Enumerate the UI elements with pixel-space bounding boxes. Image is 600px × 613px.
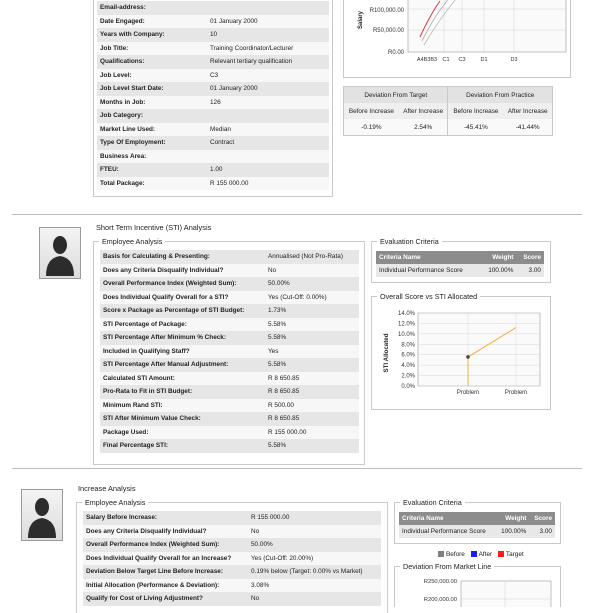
detail-row [97,69,329,83]
row-label: Business Area: [97,150,207,164]
row-value: 3.08% [248,579,381,593]
y-tick-label: 4.0% [401,363,415,370]
salary-chart [344,0,570,77]
chart-legend [438,551,524,558]
detail-row [97,28,329,42]
row-value: Yes (Cut-Off: 20.00%) [248,552,381,566]
legend-swatch [471,551,477,557]
row-value: 5.58% [265,331,359,345]
salary-chart-panel [343,0,571,78]
detail-row [97,163,329,177]
row-label: Does Individual Qualify Overall for a STI? [100,291,265,305]
y-tick-label: 8.0% [401,342,415,349]
row-label: Does any Criteria Disqualify Individual? [100,264,265,278]
row-value: R 155 000.00 [248,511,381,525]
legend-label: After [478,551,493,558]
row-label: STI After Minimum Value Check: [100,412,265,426]
row-label: Qualifications: [97,55,207,69]
legend-label: Target [505,551,524,558]
criteria-table [399,512,555,538]
y-tick-label: 2.0% [401,373,415,380]
sti-row [100,277,359,291]
legend-swatch [498,551,504,557]
x-tick: A4B3B3 [416,57,438,63]
sti-row [100,304,359,318]
increase-row [83,565,381,579]
legend-target [498,551,524,558]
person-silhouette-icon [22,490,62,540]
increase-row [83,592,381,606]
row-value [207,150,329,164]
sti-analysis-table [100,250,359,453]
row-value: 50.00% [265,277,359,291]
avatar [39,227,81,279]
row-value: 5.58% [265,358,359,372]
sti-row [100,331,359,345]
row-value: Yes (Cut-Off: 0.00%) [265,291,359,305]
y-tick: R250,000.00 [423,579,457,585]
sti-row [100,439,359,453]
sub-header: After Increase [507,107,548,115]
sti-evaluation-criteria [371,237,551,283]
person-silhouette-icon [40,228,80,278]
market-line-chart [395,567,560,607]
detail-row [97,150,329,164]
row-label: Job Level Start Date: [97,82,207,96]
deviation-practice-header: Deviation From Practice [466,91,535,99]
row-value: No [265,264,359,278]
x-tick-label: Problem [456,390,480,396]
detail-row [97,177,329,191]
chart-title: Overall Score vs STI Allocated [377,292,480,301]
plot-area [461,581,551,607]
increase-analysis-table [83,511,381,606]
criteria-score: 3.00 [529,525,555,538]
divider [12,214,582,215]
increase-evaluation-criteria [394,498,561,544]
row-label: STI Percentage After Manual Adjustment: [100,358,265,372]
row-label: Final Percentage STI: [100,439,265,453]
deviation-value: -45.41% [464,123,488,131]
row-value: R 8 650.85 [265,372,359,386]
legend-after [471,551,493,558]
salary-axis-label: Salary [358,11,364,30]
increase-row [83,511,381,525]
row-value: 50.00% [248,538,381,552]
increase-row [83,552,381,566]
row-value: Annualised (Not Pro-Rata) [265,250,359,264]
weight-header: Weight [496,512,530,525]
row-value: C3 [207,69,329,83]
detail-row [97,42,329,56]
deviation-table [343,86,553,136]
weight-header: Weight [480,251,516,264]
detail-row [97,109,329,123]
y-tick-label: 10.0% [397,331,415,338]
criteria-table [376,251,544,277]
detail-row [97,1,329,15]
legend-before [438,551,465,558]
row-label: Salary Before Increase: [83,511,248,525]
row-value: Training Coordinator/Lecturer [207,42,329,56]
increase-row [83,525,381,539]
criteria-name-header: Criteria Name [399,512,496,525]
row-label: Included in Qualifying Staff? [100,345,265,359]
row-value: 0.19% below (Target: 0.00% vs Market) [248,565,381,579]
row-label: Minimum Rand STI: [100,399,265,413]
sti-row [100,372,359,386]
chart-title: Deviation From Market Line [400,562,494,571]
row-value: Contract [207,136,329,150]
criteria-name-header: Criteria Name [376,251,480,264]
increase-section-title: Increase Analysis [78,484,136,493]
row-value: No [248,525,381,539]
row-label: Pro-Rata to Fit in STI Budget: [100,385,265,399]
divider [12,468,582,469]
plot-area [418,313,540,386]
row-value: 01 January 2000 [207,15,329,29]
row-value [207,109,329,123]
row-label: Qualify for Cost of Living Adjustment? [83,592,248,606]
criteria-weight: 100.00% [480,264,516,277]
row-label: Job Title: [97,42,207,56]
row-value: 1.73% [265,304,359,318]
row-value: R 8 650.85 [265,385,359,399]
criteria-name: Individual Performance Score [399,525,496,538]
row-label: Score x Package as Percentage of STI Budget: [100,304,265,318]
detail-row [97,82,329,96]
avatar [21,489,63,541]
sti-row [100,385,359,399]
row-label: Job Category: [97,109,207,123]
row-label: STI Percentage After Minimum % Check: [100,331,265,345]
sti-row [100,264,359,278]
fieldset-legend: Evaluation Criteria [400,498,465,507]
row-label: Does any Criteria Disqualify Individual? [83,525,248,539]
sti-chart [372,297,550,409]
detail-row [97,136,329,150]
row-label: Email-address: [97,1,207,15]
criteria-weight: 100.00% [496,525,530,538]
sub-header: Before Increase [348,107,394,115]
fieldset-legend: Employee Analysis [99,237,165,246]
sub-header: Before Increase [453,107,499,115]
legend-label: Before [446,551,465,558]
y-tick: R100,000.00 [369,8,404,14]
row-value: 5.58% [265,439,359,453]
sti-row [100,358,359,372]
sti-axis-label: STI Allocated [383,333,390,373]
fieldset-legend: Evaluation Criteria [377,237,442,246]
legend-swatch [438,551,444,557]
row-value: Yes [265,345,359,359]
x-tick: D3 [510,57,518,63]
row-label: Months in Job: [97,96,207,110]
deviation-value: -41.44% [515,123,540,131]
sti-employee-analysis [93,237,365,465]
row-value: R 155 000.00 [265,426,359,440]
row-value: Median [207,123,329,137]
y-tick: R50,000.00 [372,28,404,34]
row-label: Basis for Calculating & Presenting: [100,250,265,264]
x-tick: C3 [458,57,466,63]
deviation-grid [344,87,552,135]
row-label: Package Used: [100,426,265,440]
row-value: 126 [207,96,329,110]
score-header: Score [529,512,555,525]
employee-details-table [97,1,329,190]
x-tick: C1 [442,57,450,63]
row-value: R 8 650.85 [265,412,359,426]
sti-score-chart-panel [371,292,551,410]
detail-row [97,123,329,137]
sti-row [100,412,359,426]
row-label: Market Line Used: [97,123,207,137]
deviation-value: 2.54% [399,119,448,135]
row-value: Relevant tertiary qualification [207,55,329,69]
increase-employee-analysis [76,498,388,613]
sub-header: After Increase [399,103,448,119]
y-tick-label: 12.0% [397,321,415,328]
sti-section-title: Short Term Incentive (STI) Analysis [96,223,212,232]
row-label: Years with Company: [97,28,207,42]
row-value: No [248,592,381,606]
row-label: Total Package: [97,177,207,191]
employee-details-panel [93,0,333,197]
row-value: R 155 000.00 [207,177,329,191]
y-tick-label: 0.0% [401,384,415,390]
sti-row [100,345,359,359]
sti-point [466,355,470,359]
row-value: 01 January 2000 [207,82,329,96]
increase-row [83,538,381,552]
row-value [207,1,329,15]
increase-row [83,579,381,593]
row-label: FTEU: [97,163,207,177]
x-tick: D1 [480,57,488,63]
criteria-name: Individual Performance Score [376,264,480,277]
fieldset-legend: Employee Analysis [82,498,148,507]
y-tick-label: 14.0% [397,311,415,317]
row-label: Calculated STI Amount: [100,372,265,386]
row-label: Overall Performance Index (Weighted Sum): [83,538,248,552]
row-label: Does Individual Qualify Overall for an Increase? [83,552,248,566]
row-value: 1.00 [207,163,329,177]
sti-row [100,250,359,264]
score-header: Score [516,251,544,264]
row-label: Type Of Employment: [97,136,207,150]
sti-row [100,426,359,440]
row-label: Job Level: [97,69,207,83]
y-tick-label: 6.0% [401,352,415,359]
x-tick-label: Problem [504,390,528,396]
row-value: 10 [207,28,329,42]
row-label: Overall Performance Index (Weighted Sum): [100,277,265,291]
row-label: Deviation Below Target Line Before Increase: [83,565,248,579]
y-tick: R0.00 [387,50,404,56]
sti-row [100,399,359,413]
detail-row [97,55,329,69]
criteria-score: 3.00 [516,264,544,277]
row-label: Date Engaged: [97,15,207,29]
deviation-value: -0.19% [361,123,382,131]
row-label: Initial Allocation (Performance & Deviation): [83,579,248,593]
deviation-target-header: Deviation From Target [344,87,448,103]
detail-row [97,15,329,29]
detail-row [97,96,329,110]
row-value: R 500.00 [265,399,359,413]
y-tick: R200,000.00 [423,597,457,603]
row-label: STI Percentage of Package: [100,318,265,332]
sti-row [100,318,359,332]
sti-row [100,291,359,305]
market-line-chart-panel [394,562,561,607]
row-value: 5.58% [265,318,359,332]
plot-area [408,0,566,52]
